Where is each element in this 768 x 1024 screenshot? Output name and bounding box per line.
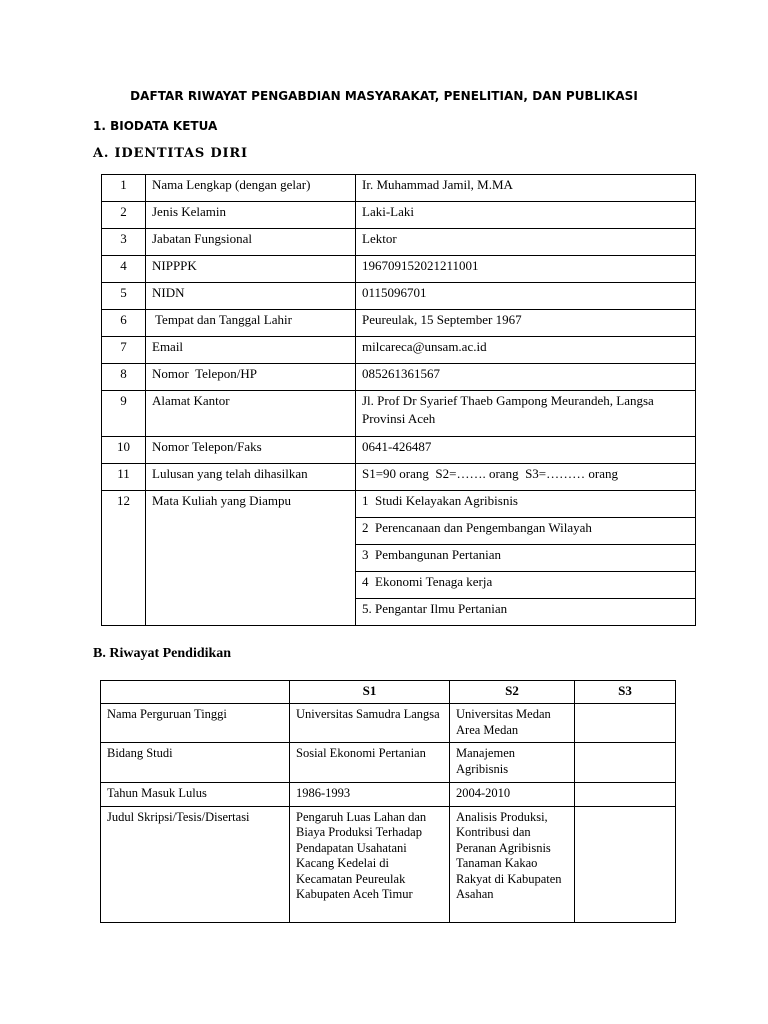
row-label: Lulusan yang telah dihasilkan [146, 464, 356, 491]
table-row [102, 337, 696, 364]
table-row [102, 437, 696, 464]
section-heading-biodata: 1. BIODATA KETUA [93, 119, 218, 133]
row-label: Jenis Kelamin [146, 202, 356, 229]
table-row [101, 806, 676, 922]
header-cell [101, 681, 290, 704]
cell-s1: 1986-1993 [290, 783, 450, 807]
course-item: 2 Perencanaan dan Pengembangan Wilayah [356, 518, 696, 545]
cell-s3 [575, 783, 676, 807]
table-row [102, 256, 696, 283]
cell-s2: Universitas Medan Area Medan [450, 704, 575, 743]
header-cell: S3 [575, 681, 676, 704]
row-number: 5 [102, 283, 146, 310]
row-value: Ir. Muhammad Jamil, M.MA [356, 175, 696, 202]
row-label: Nomor Telepon/HP [146, 364, 356, 391]
course-item: 5. Pengantar Ilmu Pertanian [356, 599, 696, 626]
row-number: 12 [102, 491, 146, 626]
table-row [102, 310, 696, 337]
section-heading-pendidikan: B. Riwayat Pendidikan [93, 646, 232, 661]
row-label: NIPPPK [146, 256, 356, 283]
cell-s2: 2004-2010 [450, 783, 575, 807]
row-value: 196709152021211001 [356, 256, 696, 283]
cell-s2: Analisis Produksi, Kontribusi dan Peranan Agribisnis Tanaman Kakao Rakyat di Kabupaten Asahan [450, 806, 575, 922]
table-header-row [101, 681, 676, 704]
row-number: 7 [102, 337, 146, 364]
pendidikan-table [100, 680, 676, 923]
header-cell: S2 [450, 681, 575, 704]
row-label: Jabatan Fungsional [146, 229, 356, 256]
table-row [102, 464, 696, 491]
row-number: 4 [102, 256, 146, 283]
row-label: Tahun Masuk Lulus [101, 783, 290, 807]
cell-s1: Universitas Samudra Langsa [290, 704, 450, 743]
row-value: milcareca@unsam.ac.id [356, 337, 696, 364]
row-label: Mata Kuliah yang Diampu [146, 491, 356, 626]
course-item: 4 Ekonomi Tenaga kerja [356, 572, 696, 599]
row-label: NIDN [146, 283, 356, 310]
section-heading-identitas: A. IDENTITAS DIRI [93, 146, 248, 161]
table-row [102, 283, 696, 310]
row-number: 9 [102, 391, 146, 437]
row-label: Nomor Telepon/Faks [146, 437, 356, 464]
row-label: Email [146, 337, 356, 364]
table-row [102, 491, 696, 518]
cell-s3 [575, 704, 676, 743]
row-number: 3 [102, 229, 146, 256]
cell-s2: Manajemen Agribisnis [450, 743, 575, 783]
cell-s1: Sosial Ekonomi Pertanian [290, 743, 450, 783]
row-number: 8 [102, 364, 146, 391]
row-label: Bidang Studi [101, 743, 290, 783]
table-row [102, 364, 696, 391]
row-value: S1=90 orang S2=……. orang S3=……… orang [356, 464, 696, 491]
row-label: Alamat Kantor [146, 391, 356, 437]
identitas-table [101, 174, 696, 626]
row-value: 0641-426487 [356, 437, 696, 464]
cell-s1: Pengaruh Luas Lahan dan Biaya Produksi Terhadap Pendapatan Usahatani Kacang Kedelai di Kecamatan Peureulak Kabupaten Aceh Timur [290, 806, 450, 922]
row-number: 1 [102, 175, 146, 202]
row-value: Jl. Prof Dr Syarief Thaeb Gampong Meurandeh, Langsa Provinsi Aceh [356, 391, 696, 437]
row-value: Peureulak, 15 September 1967 [356, 310, 696, 337]
table-row [102, 175, 696, 202]
table-row [102, 391, 696, 437]
row-label: Tempat dan Tanggal Lahir [146, 310, 356, 337]
row-value: Lektor [356, 229, 696, 256]
cell-s3 [575, 743, 676, 783]
row-number: 2 [102, 202, 146, 229]
table-row [102, 202, 696, 229]
row-label: Nama Lengkap (dengan gelar) [146, 175, 356, 202]
row-value: 0115096701 [356, 283, 696, 310]
row-number: 10 [102, 437, 146, 464]
table-row [101, 704, 676, 743]
document-title: DAFTAR RIWAYAT PENGABDIAN MASYARAKAT, PENELITIAN, DAN PUBLIKASI [130, 89, 638, 103]
table-row [101, 783, 676, 807]
table-row [102, 229, 696, 256]
course-item: 1 Studi Kelayakan Agribisnis [356, 491, 696, 518]
row-label: Nama Perguruan Tinggi [101, 704, 290, 743]
cell-s3 [575, 806, 676, 922]
header-cell: S1 [290, 681, 450, 704]
row-number: 6 [102, 310, 146, 337]
course-item: 3 Pembangunan Pertanian [356, 545, 696, 572]
row-value: 085261361567 [356, 364, 696, 391]
table-row [101, 743, 676, 783]
row-value: Laki-Laki [356, 202, 696, 229]
row-number: 11 [102, 464, 146, 491]
row-label: Judul Skripsi/Tesis/Disertasi [101, 806, 290, 922]
